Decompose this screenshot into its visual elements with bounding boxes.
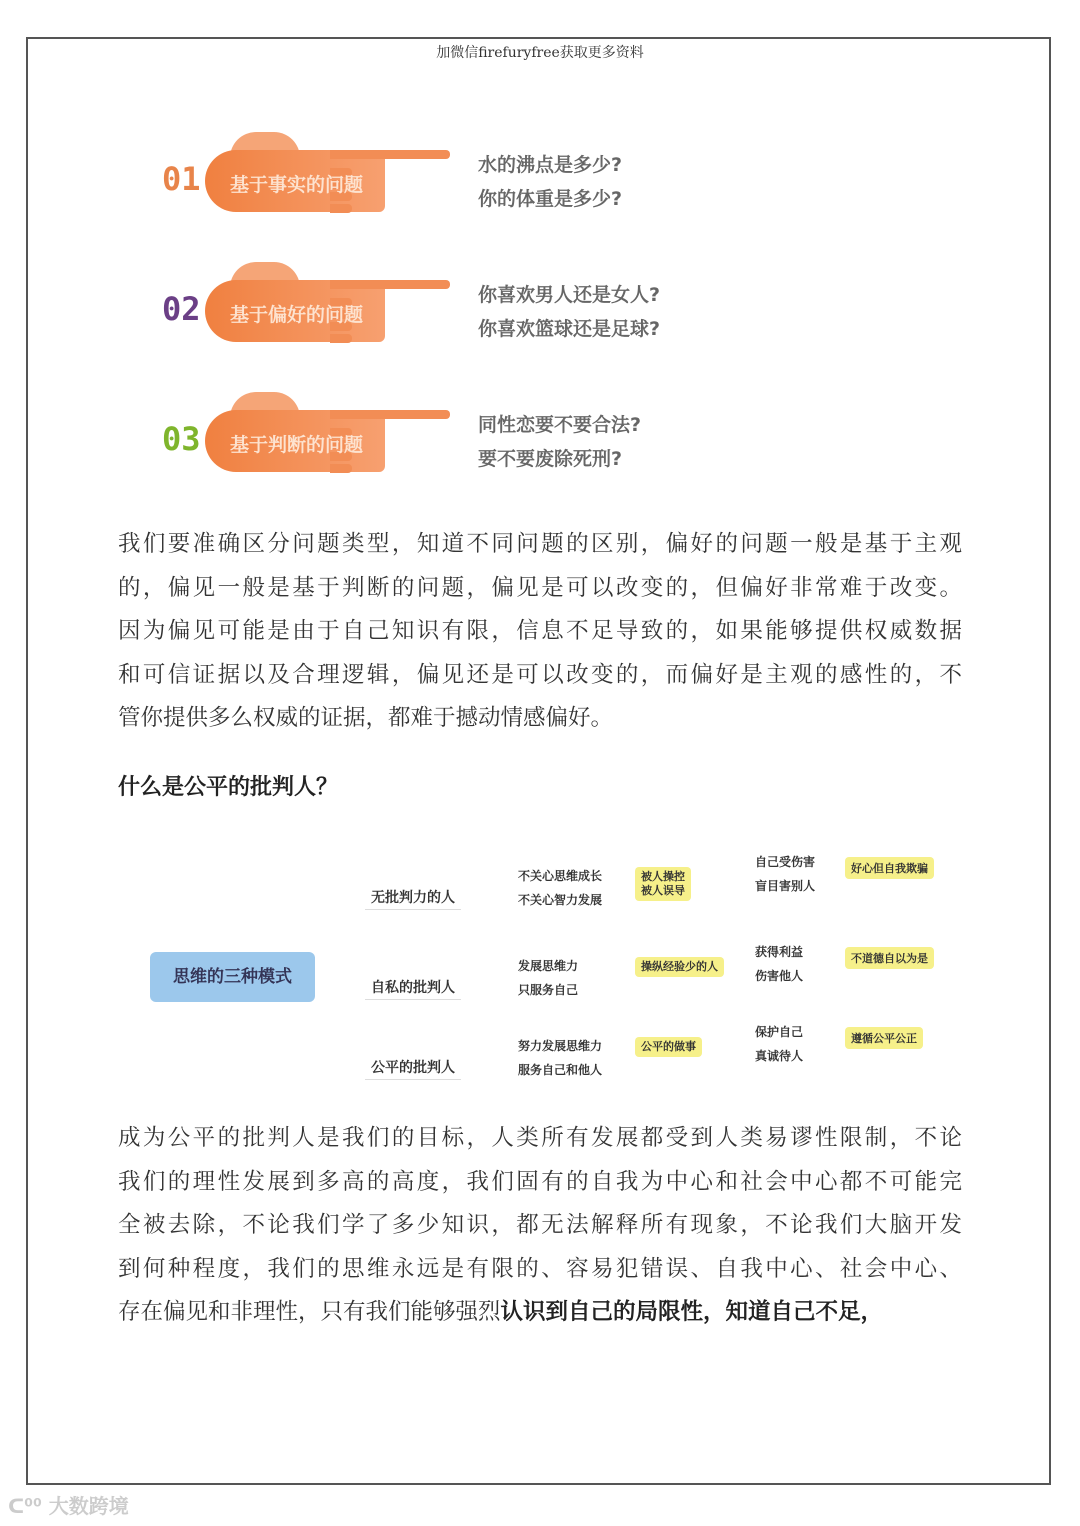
paragraph-2	[118, 1117, 962, 1335]
question-type-label: 基于判断的问题	[230, 434, 364, 456]
question-type-label: 基于事实的问题	[230, 174, 364, 196]
mindmap-result	[635, 957, 724, 977]
mindmap-effect: 保护自己	[755, 1025, 804, 1039]
mindmap-effect: 自己受伤害	[755, 855, 816, 869]
text-line: 我们的理性发展到多高的高度，我们固有的自我为中心和社会中心都不可能完	[118, 1168, 962, 1195]
hand-finger	[330, 204, 352, 213]
example-question: 要不要废除死刑?	[478, 448, 623, 470]
text-line: 到何种程度，我们的思维永远是有限的、容易犯错误、自我中心、社会中心、	[118, 1255, 962, 1282]
example-question: 你喜欢篮球还是足球?	[478, 318, 661, 340]
mindmap-trait: 不关心思维成长	[518, 869, 603, 883]
row-number: 02	[162, 290, 201, 328]
result-text: 操纵经验少的人	[641, 960, 718, 973]
example-question: 水的沸点是多少?	[478, 154, 623, 176]
mindmap-result	[635, 1037, 702, 1057]
question-type-row	[140, 260, 720, 350]
text-normal: 存在偏见和非理性，只有我们能够强烈	[118, 1299, 501, 1326]
paragraph-1	[118, 523, 962, 741]
example-question: 你喜欢男人还是女人?	[478, 284, 661, 306]
mindmap-trait: 服务自己和他人	[518, 1063, 603, 1077]
mindmap-trait: 努力发展思维力	[518, 1039, 603, 1053]
mindmap-root: 思维的三种模式	[150, 952, 315, 1002]
question-types-figure	[140, 130, 720, 490]
text-line: 和可信证据以及合理逻辑，偏见还是可以改变的，而偏好是主观的感性的，不	[118, 661, 962, 688]
mindmap-effect: 真诚待人	[755, 1049, 804, 1063]
text-line: 我们要准确区分问题类型，知道不同问题的区别，偏好的问题一般是基于主观	[118, 531, 962, 557]
mindmap-effect: 盲目害别人	[755, 879, 816, 893]
hand-finger	[330, 464, 352, 473]
example-question: 你的体重是多少?	[478, 188, 623, 210]
text-line	[118, 1291, 962, 1335]
question-type-row	[140, 130, 720, 220]
example-question: 同性恋要不要合法?	[478, 414, 642, 436]
mindmap-result	[635, 867, 691, 901]
hand-finger	[330, 334, 352, 343]
hand-finger	[330, 410, 450, 419]
mindmap-effect: 伤害他人	[755, 969, 804, 983]
result-text: 被人操控	[641, 870, 685, 883]
text-line: 因为偏见可能是由于自己知识有限，信息不足导致的，如果能够提供权威数据	[118, 618, 962, 645]
page-header: 加微信firefuryfree获取更多资料	[436, 45, 644, 61]
mindmap-branch: 无批判力的人	[365, 885, 461, 910]
row-number: 01	[162, 160, 201, 198]
mindmap-trait: 不关心智力发展	[518, 893, 603, 907]
result-text: 公平的做事	[641, 1040, 696, 1053]
text-line: 成为公平的批判人是我们的目标，人类所有发展都受到人类易谬性限制，不论	[118, 1125, 962, 1151]
text-line: 管你提供多么权威的证据，都难于撼动情感偏好。	[118, 705, 614, 732]
mindmap-figure	[140, 840, 980, 1080]
hand-finger	[330, 150, 450, 159]
result-text: 被人误导	[641, 884, 685, 897]
row-number: 03	[162, 420, 201, 458]
question-type-row	[140, 390, 720, 480]
hand-finger	[330, 280, 450, 289]
text-bold: 认识到自己的局限性，知道自己不足，	[500, 1299, 884, 1326]
text-line: 的，偏见一般是基于判断的问题，偏见是可以改变的，但偏好非常难于改变。	[118, 574, 962, 601]
question-type-label: 基于偏好的问题	[230, 304, 364, 326]
mindmap-branch: 自私的批判人	[365, 975, 461, 1000]
mindmap-outcome: 好心但自我欺骗	[845, 857, 934, 879]
text-line: 全被去除，不论我们学了多少知识，都无法解释所有现象，不论我们大脑开发	[118, 1212, 962, 1239]
mindmap-branch: 公平的批判人	[365, 1055, 461, 1080]
section-heading: 什么是公平的批判人？	[118, 774, 339, 800]
mindmap-outcome: 遵循公平公正	[845, 1027, 923, 1049]
mindmap-trait: 发展思维力	[518, 959, 579, 973]
watermark-logo: ᑕ⁰⁰ 大数跨境	[8, 1494, 129, 1518]
mindmap-outcome: 不道德自以为是	[845, 947, 934, 969]
mindmap-effect: 获得利益	[755, 945, 804, 959]
mindmap-trait: 只服务自己	[518, 983, 579, 997]
